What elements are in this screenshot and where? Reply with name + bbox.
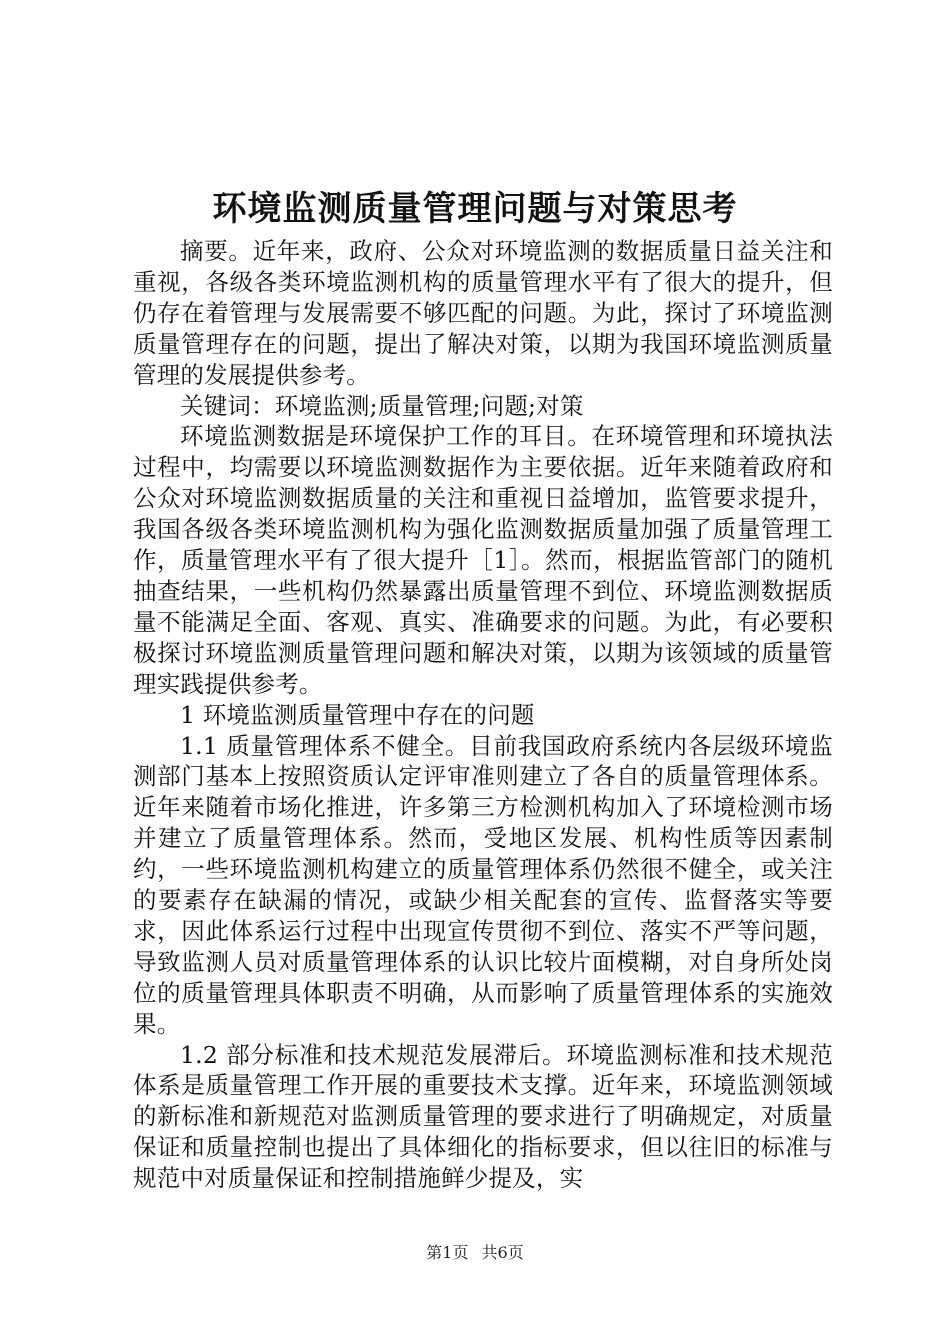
document-body <box>133 236 833 1194</box>
page-number: 第1页 <box>426 1243 469 1262</box>
keywords-paragraph: 关键词：环境监测;质量管理;问题;对策 <box>180 391 584 420</box>
abstract-paragraph: 摘要。近年来，政府、公众对环境监测的数据质量日益关注和重视，各级各类环境监测机构的质量管理水平有了很大的提升，但仍存在着管理与发展需要不够匹配的问题。为此，探讨了环境监测质量管理存在的问题，提出了解决对策，以期为我国环境监测质量管理的发展提供参考。 <box>133 237 833 389</box>
subsection-paragraph: 1.1 质量管理体系不健全。目前我国政府系统内各层级环境监测部门基本上按照资质认定评审准则建立了各自的质量管理体系。近年来随着市场化推进，许多第三方检测机构加入了环境检测市场并建立了质量管理体系。然而，受地区发展、机构性质等因素制约，一些环境监测机构建立的质量管理体系仍然很不健全，或关注的要素存在缺漏的情况，或缺少相关配套的宣传、监督落实等要求，因此体系运行过程中出现宣传贯彻不到位、落实不严等问题，导致监测人员对质量管理体系的认识比较片面模糊，对自身所处岗位的质量管理具体职责不明确，从而影响了质量管理体系的实施效果。 <box>133 731 833 1038</box>
page-total: 共6页 <box>481 1243 524 1262</box>
section-heading: 1 环境监测质量管理中存在的问题 <box>180 700 535 729</box>
intro-paragraph: 环境监测数据是环境保护工作的耳目。在环境管理和环境执法过程中，均需要以环境监测数据作为主要依据。近年来随着政府和公众对环境监测数据质量的关注和重视日益增加，监管要求提升，我国各级各类环境监测机构为强化监测数据质量加强了质量管理工作，质量管理水平有了很大提升［1］。然而，根据监管部门的随机抽查结果，一些机构仍然暴露出质量管理不到位、环境监测数据质量不能满足全面、客观、真实、准确要求的问题。为此，有必要积极探讨环境监测质量管理问题和解决对策，以期为该领域的质量管理实践提供参考。 <box>133 422 833 698</box>
document-title: 环境监测质量管理问题与对策思考 <box>212 189 738 229</box>
page-footer <box>0 1243 950 1263</box>
subsection-paragraph: 1.2 部分标准和技术规范发展滞后。环境监测标准和技术规范体系是质量管理工作开展的重要技术支撑。近年来，环境监测领域的新标准和新规范对监测质量管理的要求进行了明确规定，对质量保证和质量控制也提出了具体细化的指标要求，但以往旧的标准与规范中对质量保证和控制措施鲜少提及，实 <box>133 1040 833 1193</box>
